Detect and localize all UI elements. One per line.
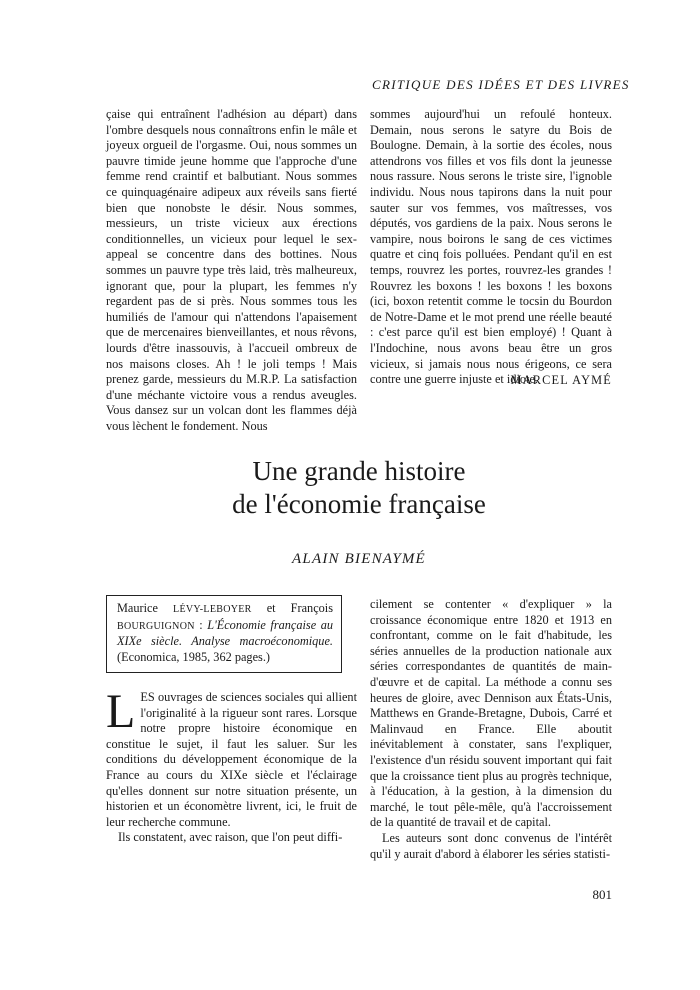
ref-author1: LÉVY-LEBOYER: [173, 604, 252, 615]
article-title-line-2: de l'économie française: [232, 489, 486, 519]
ref-authors-part1: Maurice: [117, 601, 174, 615]
article-paragraph-4: Les auteurs sont donc convenus de l'intérêt qu'il y aurait d'abord à élaborer les séries statisti-: [370, 830, 612, 861]
article-title-line-1: Une grande histoire: [252, 456, 466, 486]
ref-book-title: L'Économie française au XIXe siècle. Analyse macroéconomique.: [117, 617, 333, 649]
page-number: 801: [592, 887, 612, 902]
ref-publisher: (Economica, 1985, 362 pages.): [117, 649, 270, 664]
article-paragraph-1: [106, 685, 357, 830]
column-top-left: [106, 107, 357, 434]
book-reference-text: [117, 601, 333, 665]
drop-cap: L: [106, 685, 136, 738]
previous-article-signature: MARCEL AYMÉ: [510, 373, 612, 387]
ref-authors-part2: et François: [251, 601, 334, 615]
previous-article-text-left: çaise qui entraînent l'adhésion au départ) dans l'ombre desquels nous connaîtrons enfin le mâle et joyeux orgueil de l'orgasme. Oui, nous sommes un pauvre timide jeune homme que l'approche d'une femme rend craintif et balbutiant. Nous sommes ce quinquagénaire adipeux aux réveils sans fierté bien que nonobste le désir. Nous sommes, messieurs, un triste vicieux aux érections conditionnelles, un vicieux pour lequel le sex-appeal se concentre dans des bottines. Nous sommes un pauvre type très laid, très malheureux, ignorant que, pour la plupart, les femmes n'y regardent pas de si près. Nous sommes tous les humiliés de l'amour qui n'attendons l'apaisement que de mercenaires bienveillantes, et nous rêvons, lourds d'être inassouvis, à l'accueil ombreux de nos maisons closes. Ah ! le joli temps ! Mais prenez garde, messieurs du M.R.P. La satisfaction d'une méchante victoire vous a rendus aveugles. Vous dansez sur un volcan dont les flammes déjà vous lèchent le fondement. Nous: [106, 107, 357, 433]
column-bottom-right: [370, 597, 612, 862]
article-paragraph-1-text: ES ouvrages de sciences sociales qui allient l'originalité à la rigueur sont rares. Lorsque notre propre histoire économique en constitue le sujet, il faut les saluer. Sur les conditions du développement économique de la France au cours du XIXe siècle et l'éclairage qu'elles donnent sur notre situation présente, un historien et un économètre livrent, ici, le fruit de leur recherche commune.: [106, 690, 357, 829]
article-paragraph-3: cilement se contenter « d'expliquer » la croissance économique entre 1820 et 1913 en confrontant, comme on le fait d'habitude, les séries annuelles de la production nationale aux séries correspondantes de quantités de main-d'œuvre et de capital. La méthode a connu ses heures de gloire, avec Dennison aux États-Unis, Matthews en Grande-Bretagne, Dubois, Carré et Malinvaud en France. Elle aboutit inévitablement à constater, sans l'expliquer, l'existence d'un résidu souvent important qui fait que la croissance tient plus au progrès technique, à l'éducation, à la gestion, à la dimension du marché, le tout pêle-mêle, qu'à l'accroissement de la quantité de travail et de capital.: [370, 597, 612, 830]
ref-author2: BOURGUIGNON: [117, 620, 195, 632]
previous-article-text-right: sommes aujourd'hui un refoulé honteux. Demain, nous serons le satyre du Bois de Boulogne. Demain, à la sortie des écoles, nous attendrons vos filles et vos fils dont la jeunesse nous rassure. Nous serons le triste sire, l'ignoble individu. Nous nous tapirons dans la nuit pour sauter sur vos femmes, vos maîtresses, vos députés, vos gardiens de la paix. Nous serons le vampire, nous boirons le sang de ces victimes quatre et cinq fois polluées. Pendant qu'il en est temps, rouvrez les portes, rouvrez-les grandes ! Rouvrez les boxons ! les boxons ! les boxons (ici, boxon retentit comme le tocsin du Bourdon de Notre-Dame et le mot prend une réelle beauté : c'est parce qu'il est bien employé) ! Quant à l'Indochine, nous avons beau être un gros vicieux, si jamais nous nous érigeons, ce sera contre une guerre injuste et idiote.: [370, 107, 612, 387]
ref-colon: :: [194, 617, 208, 632]
article-title: [106, 455, 612, 521]
book-reference-box: [106, 595, 342, 673]
running-head: CRITIQUE DES IDÉES ET DES LIVRES: [372, 77, 630, 92]
column-top-right: [370, 107, 612, 388]
article-author: ALAIN BIENAYMÉ: [292, 551, 426, 567]
article-paragraph-2: Ils constatent, avec raison, que l'on peut diffi-: [118, 830, 343, 845]
column-bottom-left: [106, 685, 357, 846]
